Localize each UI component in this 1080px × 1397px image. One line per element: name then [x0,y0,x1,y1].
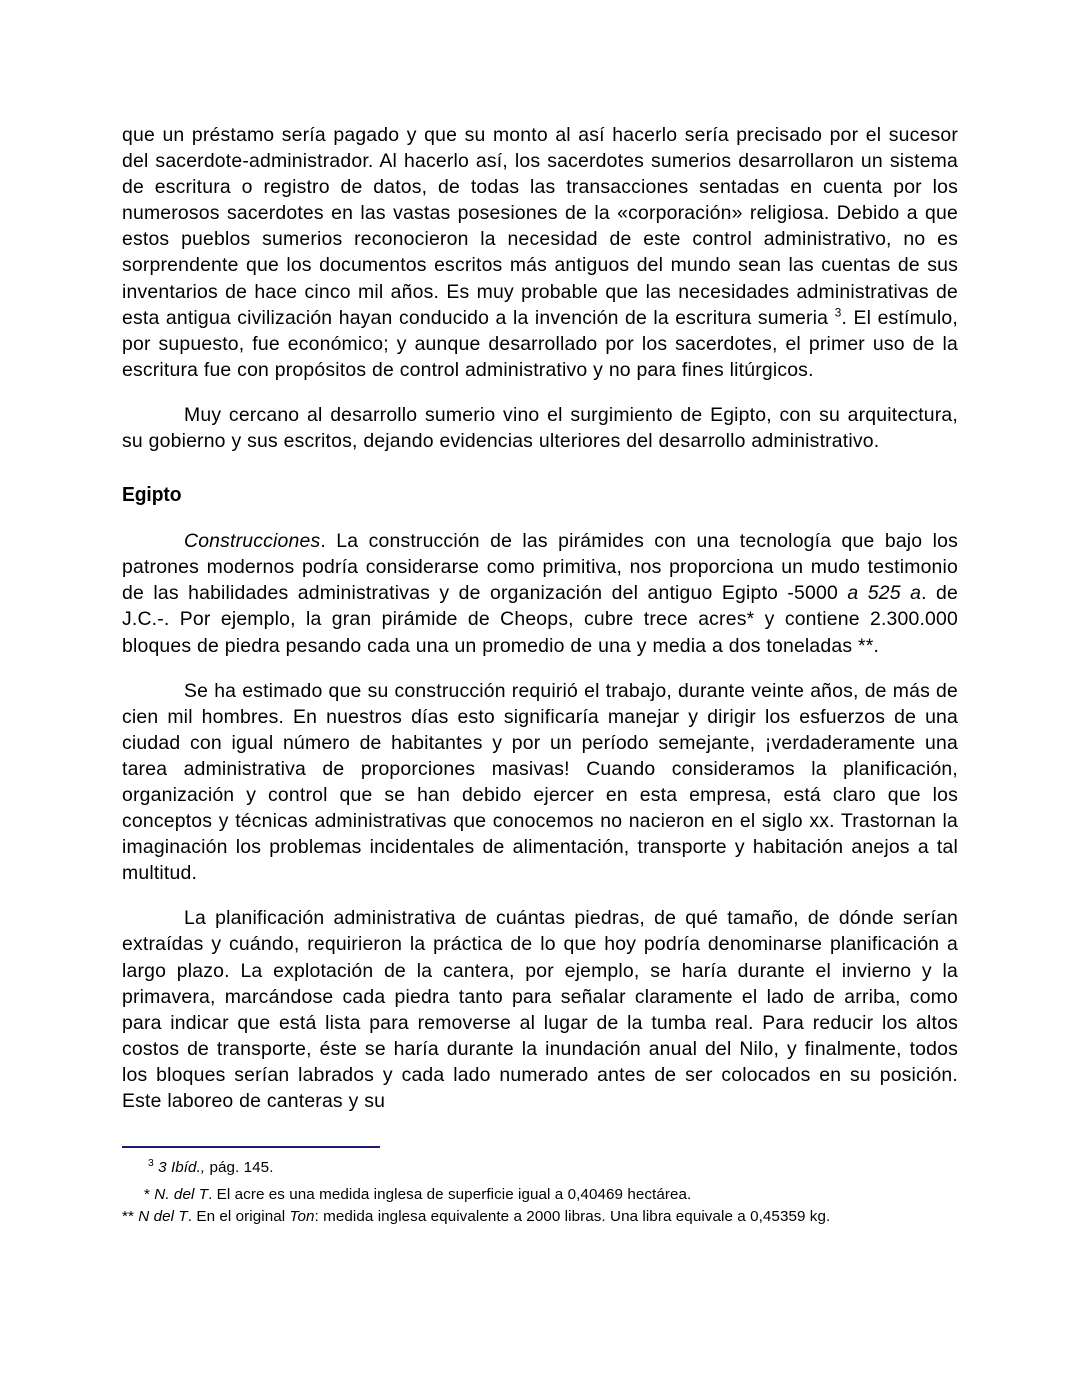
heading-egipto: Egipto [122,483,182,507]
footnote-asterisk: * N. del T. El acre es una medida inglesa de superficie igual a 0,40469 hectárea. [144,1185,692,1203]
heading-egipto-wrapper [122,483,958,507]
paragraph-estimado: Se ha estimado que su construcción requirió el trabajo, durante veinte años, de más de cien mil hombres. En nuestros días esto significaría manejar y dirigir los esfuerzos de una ciudad con igual número de habitantes y por un período semejante, ¡verdaderamente una tarea administrativa de proporciones masivas! Cuando consideramos la planificación, organización y control que se han debido ejercer en esta empresa, está claro que los conceptos y técnicas administrativas que conocemos no nacieron en el siglo xx. Trastornan la imaginación los problemas incidentales de alimentación, transporte y habitación anejos a tal multitud. [122,679,958,885]
paragraph-construcciones: Construcciones. La construcción de las pirámides con una tecnología que bajo los patrones modernos podría considerarse como primitiva, nos proporciona un mudo testimonio de las habilidades administrativas y de organización del antiguo Egipto -5000 a 525 a. de J.C.-. Por ejemplo, la gran pirámide de Cheops, cubre trece acres* y contiene 2.300.000 bloques de piedra pesando cada una un promedio de una y media a dos toneladas **. [122,530,958,657]
footnote-section [122,1146,958,1229]
footnote-3: $^3$ 3 Ibíd., pág. 145. [148,1157,274,1176]
paragraph-sumerios: que un préstamo sería pagado y que su monto al así hacerlo sería precisado por el sucesor del sacerdote-administrador. Al hacerlo así, los sacerdotes sumerios desarrollaron un sistema de escritura o registro de datos, de todas las transacciones sentadas en cuenta por los numerosos sacerdotes en las vastas posesiones de la «corporación» religiosa. Debido a que estos pueblos sumerios reconocieron la necesidad de este control administrativo, no es sorprendente que los documentos escritos más antiguos del mundo sean las cuentas de sus inventarios de hace cinco mil años. Es muy probable que las necesidades administrativas de esta antigua civilización hayan conducido a la invención de la escritura sumeria $^3$. El estímulo, por supuesto, fue económico; y aunque desarrollado por los sacerdotes, el primer uso de la escritura fue con propósitos de control administrativo y no para fines litúrgicos. [122,124,958,381]
paragraph-planificacion: La planificación administrativa de cuántas piedras, de qué tamaño, de dónde serían extraídas y cuándo, requirieron la práctica de lo que hoy podría denominarse planificación a largo plazo. La explotación de la cantera, por ejemplo, se haría durante el invierno y la primavera, marcándose cada piedra tanto para señalar claramente el lado de arriba, como para indicar que está lista para removerse al lugar de la tumba real. Para reducir los altos costos de transporte, éste se haría durante la inundación anual del Nilo, y finalmente, todos los bloques serían labrados y cada lado numerado antes de ser colocados en su posición. Este laboreo de canteras y su [122,907,958,1112]
paragraph-egipto-intro: Muy cercano al desarrollo sumerio vino el surgimiento de Egipto, con su arquitectura, su gobierno y sus escritos, dejando evidencias ulteriores del desarrollo administrativo. [122,403,958,453]
footnote-double-asterisk: ** N del T. En el original Ton: medida inglesa equivalente a 2000 libras. Una libra equivale a 0,45359 kg. [122,1208,831,1225]
footnote-separator-rule [122,1146,380,1148]
page-content [122,122,958,1114]
